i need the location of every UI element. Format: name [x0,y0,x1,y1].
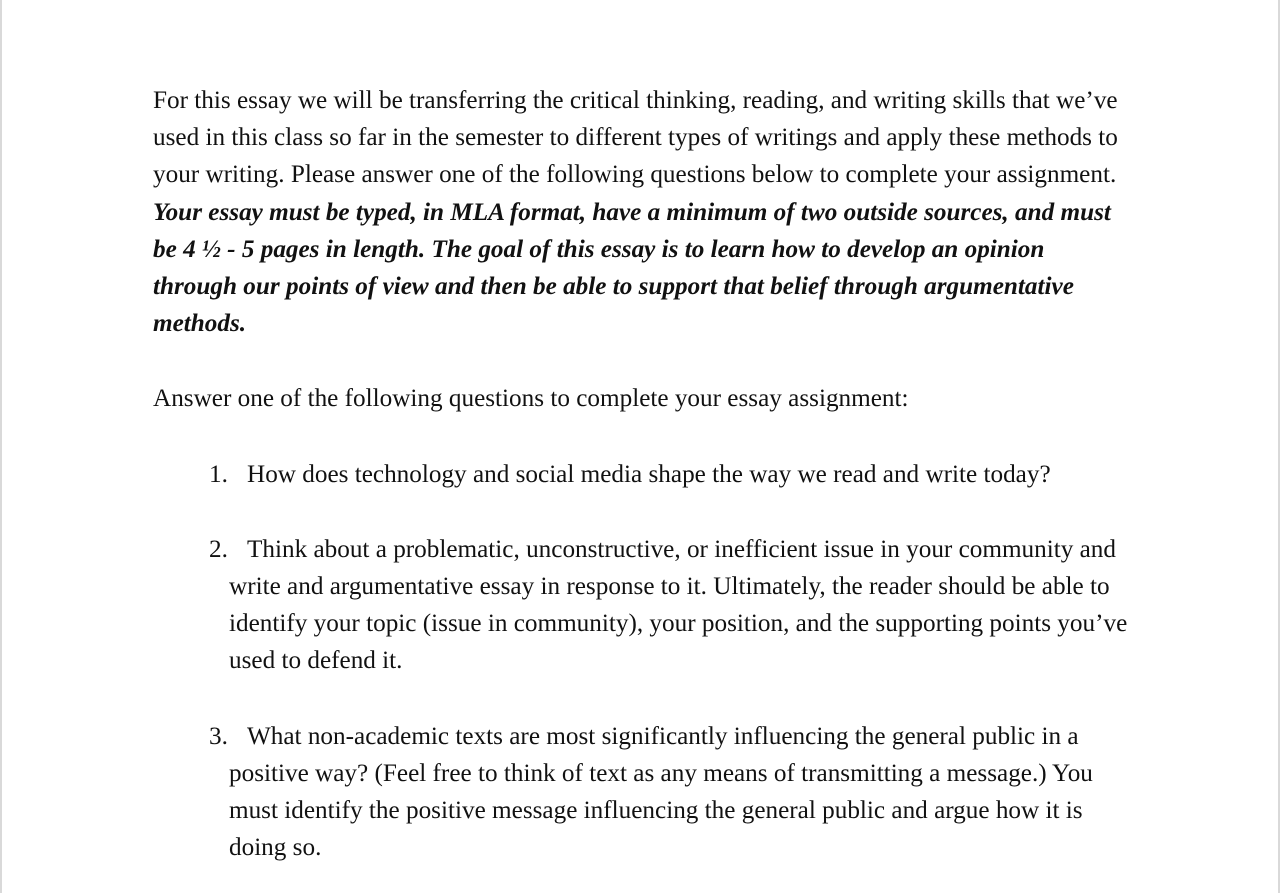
question-item-3 [173,718,1133,867]
question-list [153,456,1133,867]
intro-paragraph [153,82,1133,342]
question-text: What non-academic texts are most significantly influencing the general public in a positive way? (Feel free to think of text as any means of transmitting a message.) You must identify the positive message influencing the general public and argue how it is doing so. [229,722,1093,862]
question-number: 3. [209,722,228,750]
question-item-1 [173,456,1133,493]
intro-emphasis-text: Your essay must be typed, in MLA format, have a minimum of two outside sources, and must be 4 ½ - 5 pages in length. The goal of this essay is to learn how to develop an opinion through our points of view and then be able to support that belief through argumentative methods. [153,198,1111,338]
question-item-2 [173,531,1133,680]
question-text: How does technology and social media shape the way we read and write today? [247,460,1051,488]
question-text: Think about a problematic, unconstructive, or inefficient issue in your community and write and argumentative essay in response to it. Ultimately, the reader should be able to identify your topic (issue in community), your position, and the supporting points you’ve used to defend it. [229,535,1128,675]
question-number: 2. [209,535,228,563]
document-body [153,82,1133,866]
document-page [2,0,1278,893]
question-number: 1. [209,460,228,488]
assignment-prompt: Answer one of the following questions to complete your essay assignment: [153,385,909,413]
intro-regular-text: For this essay we will be transferring the critical thinking, reading, and writing skills that we’ve used in this class so far in the semester to different types of writings and apply these methods to your writing. Please answer one of the following questions below to complete your assignment. [153,87,1118,189]
